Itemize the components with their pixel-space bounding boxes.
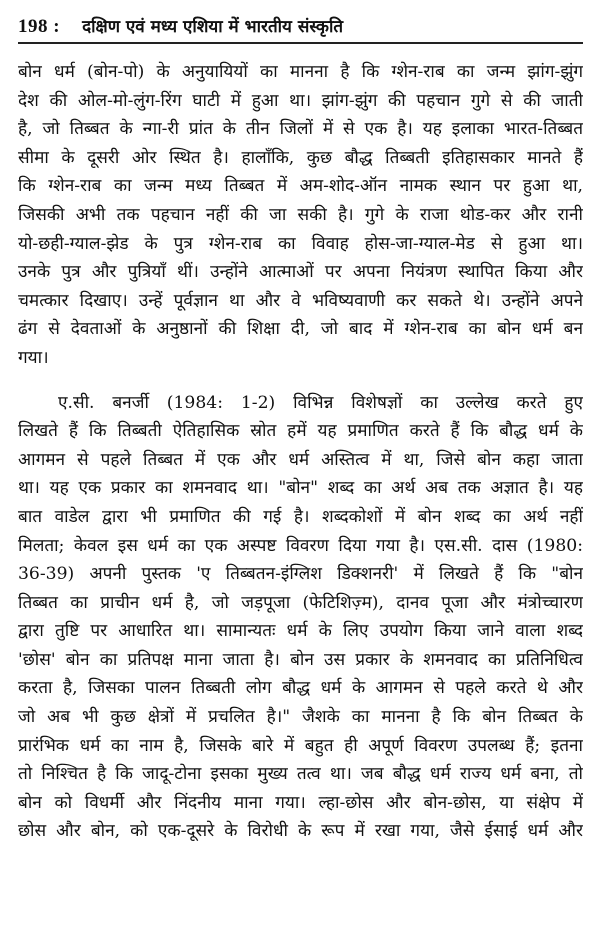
text-line: गया। xyxy=(18,347,49,368)
page-number: 198 : xyxy=(18,16,61,37)
text-line: लिखते हैं कि तिब्बती ऐतिहासिक स्रोत हमें यह प्रमाणित करते हैं कि बौद्ध धर्म के xyxy=(18,421,583,442)
text-line: ढंग से देवताओं के अनुष्ठानों की शिक्षा दी, जो बाद में ग्शेन-राब का बोन धर्म बन xyxy=(18,319,583,340)
text-line: करता है, जिसका पालन तिब्बती लोग बौद्ध धर्म के आगमन से पहले करते थे और xyxy=(18,678,583,699)
text-line: बात वाडेल द्वारा भी प्रमाणित की गई है। शब्दकोशों में बोन शब्द का अर्थ नहीं xyxy=(18,506,583,527)
text-line: द्वारा तुष्टि पर आधारित था। सामान्यतः धर्म के लिए उपयोग किया जाने वाला शब्द xyxy=(18,621,583,642)
text-line: 'छोस' बोन का प्रतिपक्ष माना जाता है। बोन उस प्रकार के शमनवाद का प्रतिनिधित्व xyxy=(18,649,583,670)
text-line: जिसकी अभी तक पहचान नहीं की जा सकी है। गुगे के राजा थोड-कर और रानी xyxy=(18,204,583,225)
text-line: जो अब भी कुछ क्षेत्रों में प्रचलित है।" जैशके का मानना है कि बोन तिब्बत के xyxy=(18,707,583,728)
paragraph-gap xyxy=(18,373,583,389)
text-line: प्रारंभिक धर्म का नाम है, जिसके बारे में बहुत ही अपूर्ण विवरण उपलब्ध हैं; इतना xyxy=(18,735,583,756)
text-line: बोन को विधर्मी और निंदनीय माना गया। ल्हा-छोस और बोन-छोस, या संक्षेप में xyxy=(18,792,583,813)
text-line: था। यह एक प्रकार का शमनवाद था। "बोन" शब्द का अर्थ अब तक अज्ञात है। यह xyxy=(18,478,583,499)
text-line: सीमा के दूसरी ओर स्थित है। हालाँकि, कुछ बौद्ध तिब्बती इतिहासकार मानते हैं xyxy=(18,147,583,168)
text-line: चमत्कार दिखाए। उन्हें पूर्वज्ञान था और वे भविष्यवाणी कर सकते थे। उन्होंने अपने xyxy=(18,290,583,311)
text-line: है, जो तिब्बत के न्गा-री प्रांत के तीन जिलों में से एक है। यह इलाका भारत-तिब्बत xyxy=(18,119,583,140)
text-line: बोन धर्म (बोन-पो) के अनुयायियों का मानना है कि ग्शेन-राब का जन्म झांग-झुंग xyxy=(18,62,583,82)
text-line: ए.सी. बनर्जी (1984: 1-2) विभिन्न विशेषज्ञों का उल्लेख करते हुए xyxy=(58,392,583,413)
paragraph-1 xyxy=(18,58,583,373)
text-line: तिब्बत का प्राचीन धर्म है, जो जड़पूजा (फेटिशिज़्म), दानव पूजा और मंत्रोच्चारण xyxy=(18,592,583,613)
text-line: मिलता; केवल इस धर्म का एक अस्पष्ट विवरण दिया गया है। एस.सी. दास (1980: xyxy=(18,535,583,556)
page-header xyxy=(18,14,583,44)
paragraph-2 xyxy=(18,389,583,847)
text-line: तो निश्चित है कि जादू-टोना इसका मुख्य तत्व था। जब बौद्ध धर्म राज्य धर्म बना, तो xyxy=(18,764,583,785)
text-line: उनके पुत्र और पुत्रियाँ थीं। उन्होंने आत्माओं पर अपना नियंत्रण स्थापित किया और xyxy=(18,262,583,283)
running-title: दक्षिण एवं मध्य एशिया में भारतीय संस्कृति xyxy=(82,17,344,37)
text-line: यो-छही-ग्याल-झेड के पुत्र ग्शेन-राब का विवाह होस-जा-ग्याल-मेड से हुआ था। xyxy=(18,233,583,254)
text-line: 36-39) अपनी पुस्तक 'ए तिब्बतन-इंग्लिश डिक्शनरी' में लिखते हैं कि "बोन xyxy=(18,564,583,585)
text-line: कि ग्शेन-राब का जन्म मध्य तिब्बत में अम-शोद-ऑन नामक स्थान पर हुआ था, xyxy=(18,176,583,197)
text-line: छोस और बोन, को एक-दूसरे के विरोधी के रूप में रखा गया, जैसे ईसाई धर्म और xyxy=(18,821,583,842)
text-line: देश की ओल-मो-लुंग-रिंग घाटी में हुआ था। झांग-झुंग की पहचान गुगे से की जाती xyxy=(18,90,583,111)
body-text xyxy=(18,58,583,846)
text-line: आगमन से पहले तिब्बत में एक और धर्म अस्तित्व में था, जिसे बोन कहा जाता xyxy=(18,449,583,470)
